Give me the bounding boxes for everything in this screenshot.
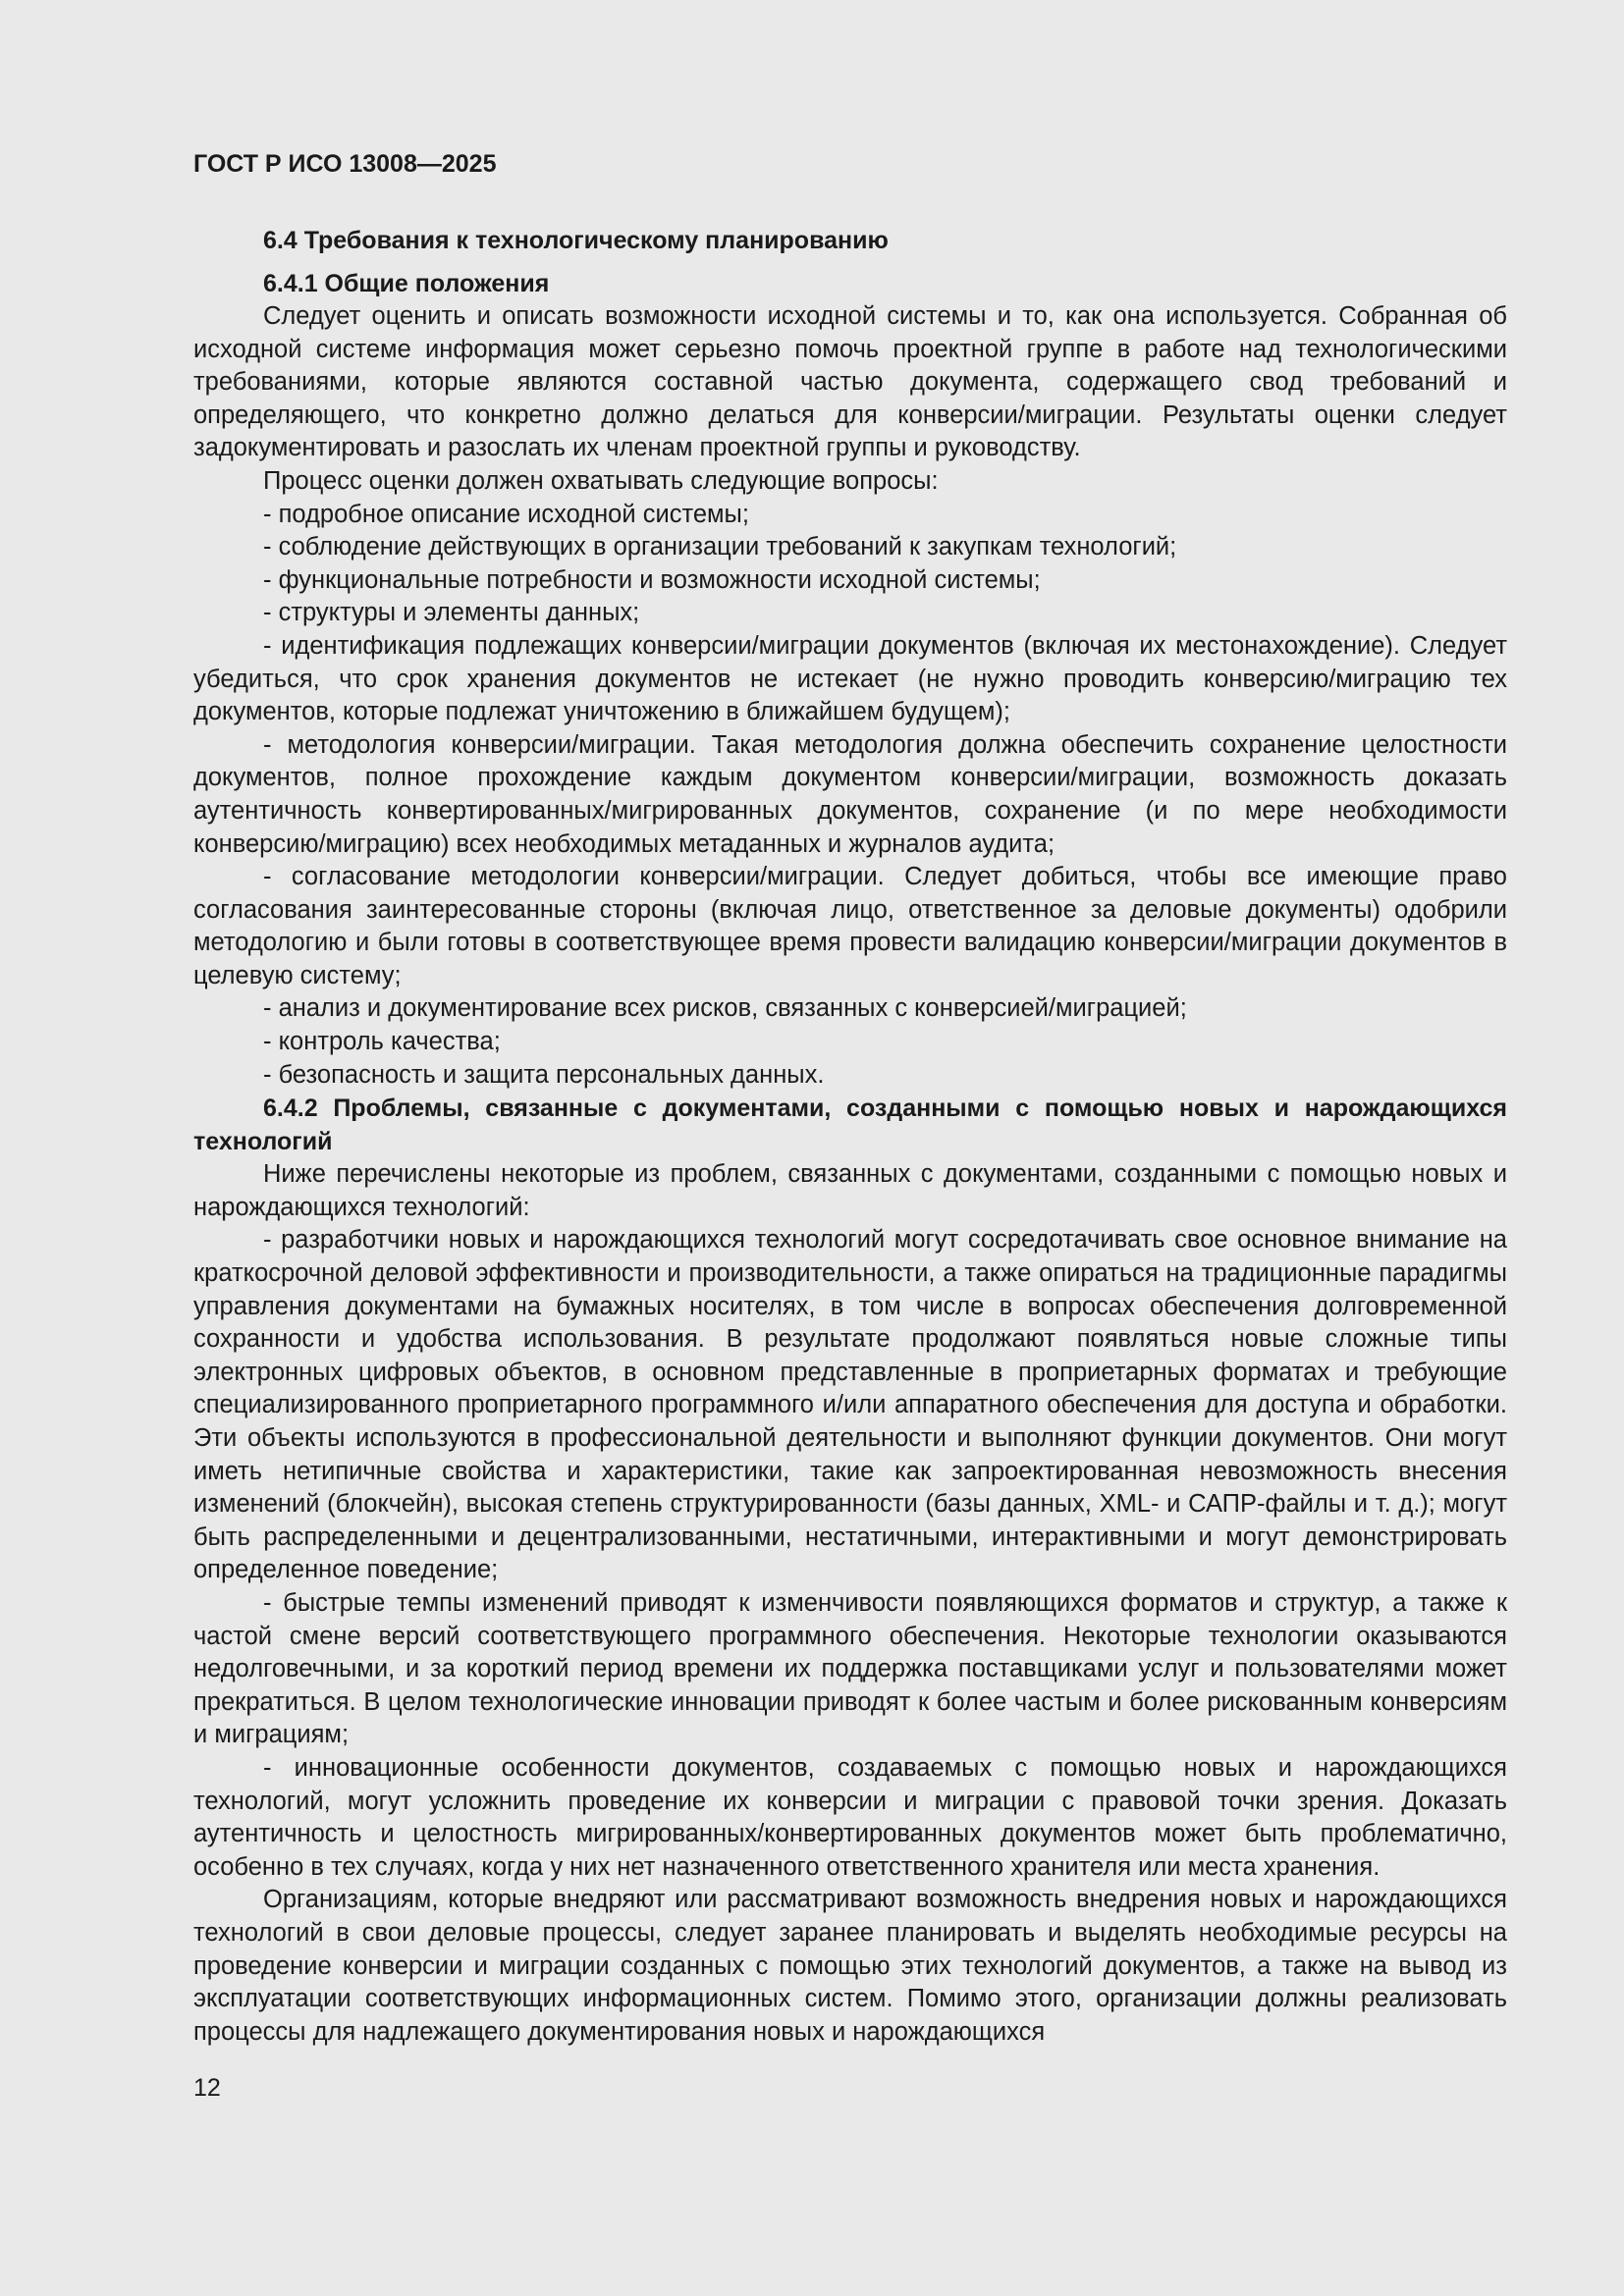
list-item: - идентификация подлежащих конверсии/миграции документов (включая их местонахождение). Следует убедиться, что срок хранения документов не истекает (не нужно проводить конверсию/миграцию тех документов, которые подлежат уничтожению в ближайшем будущем); [193,631,1507,726]
section-heading-6-4-2: 6.4.2 Проблемы, связанные с документами, созданными с помощью новых и нарождающихся технологий [193,1095,1507,1156]
list-item: - инновационные особенности документов, создаваемых с помощью новых и нарождающихся технологий, могут усложнить проведение их конверсии и миграции с правовой точки зрения. Доказать аутентичность и целостность мигрированных/конвертированных документов может быть проблематично, особенно в тех случаях, когда у них нет назначенного ответственного хранителя или места хранения. [193,1753,1507,1881]
list-item: - методология конверсии/миграции. Такая методология должна обеспечить сохранение целостности документов, полное прохождение каждым документом конверсии/миграции, возможность доказать аутентичность конвертированных/мигрированных документов, сохранение (и по мере необходимости конверсию/миграцию) всех необходимых метаданных и журналов аудита; [193,730,1507,858]
list-item: - контроль качества; [263,1028,501,1056]
list-item: - согласование методологии конверсии/миграции. Следует добиться, чтобы все имеющие право согласования заинтересованные стороны (включая лицо, ответственное за деловые документы) одобрили методологию и были готовы в соответствующее время провести валидацию конверсии/миграции документов в целевую систему; [193,863,1507,989]
list-item: - функциональные потребности и возможности исходной системы; [263,565,1041,594]
section-heading-6-4-1: 6.4.1 Общие положения [263,270,550,297]
list-item: - быстрые темпы изменений приводят к изменчивости появляющихся форматов и структур, а также к частой смене версий соответствующего программного обеспечения. Некоторые технологии оказываются недолговечными, и за короткий период времени их поддержка поставщиками услуг и пользователями может прекратиться. В целом технологические инновации приводят к более частым и более рискованным конверсиям и миграциям; [193,1588,1507,1749]
document-code: ГОСТ Р ИСО 13008—2025 [193,150,497,178]
paragraph: Следует оценить и описать возможности исходной системы и то, как она используется. Собранная об исходной системе информация может серьезно помочь проектной группе в работе над технологическими требованиями, которые являются составной частью документа, содержащего свод требований и определяющего, что конкретно должно делаться для конверсии/миграции. Результаты оценки следует задокументировать и разослать их членам проектной группы и руководству. [193,302,1507,462]
section-heading-6-4: 6.4 Требования к технологическому планированию [263,227,889,254]
list-item: - структуры и элементы данных; [263,599,640,627]
list-item: - подробное описание исходной системы; [263,500,749,528]
list-item: - безопасность и защита персональных данных. [263,1060,825,1089]
list-item: - анализ и документирование всех рисков, связанных с конверсией/миграцией; [263,994,1187,1023]
paragraph: Процесс оценки должен охватывать следующие вопросы: [263,466,939,495]
document-page [193,147,1507,2049]
page-number: 12 [193,2074,221,2102]
list-item: - разработчики новых и нарождающихся технологий могут сосредотачивать свое основное внимание на краткосрочной деловой эффективности и производительности, а также опираться на традиционные парадигмы управления документами на бумажных носителях, в том числе в вопросах обеспечения долговременной сохранности и удобства использования. В результате продолжают появляться новые сложные типы электронных цифровых объектов, в основном представленные в проприетарных форматах и требующие специализированного проприетарного программного и/или аппаратного обеспечения для доступа и обработки. Эти объекты используются в профессиональной деятельности и выполняют функции документов. Они могут иметь нетипичные свойства и характеристики, такие как запроектированная невозможность внесения изменений (блокчейн), высокая степень структурированности (базы данных, XML- и САПР-файлы и т. д.); могут быть распределенными и децентрализованными, нестатичными, интерактивными и могут демонстрировать определенное поведение; [193,1226,1507,1584]
paragraph: Ниже перечислены некоторые из проблем, связанных с документами, созданными с помощью новых и нарождающихся технологий: [193,1160,1507,1221]
paragraph: Организациям, которые внедряют или рассматривают возможность внедрения новых и нарождающихся технологий в свои деловые процессы, следует заранее планировать и выделять необходимые ресурсы на проведение конверсии и миграции созданных с помощью этих технологий документов, а также на вывод из эксплуатации соответствующих информационных систем. Помимо этого, организации должны реализовать процессы для надлежащего документирования новых и нарождающихся [193,1886,1507,2046]
list-item: - соблюдение действующих в организации требований к закупкам технологий; [263,533,1177,561]
